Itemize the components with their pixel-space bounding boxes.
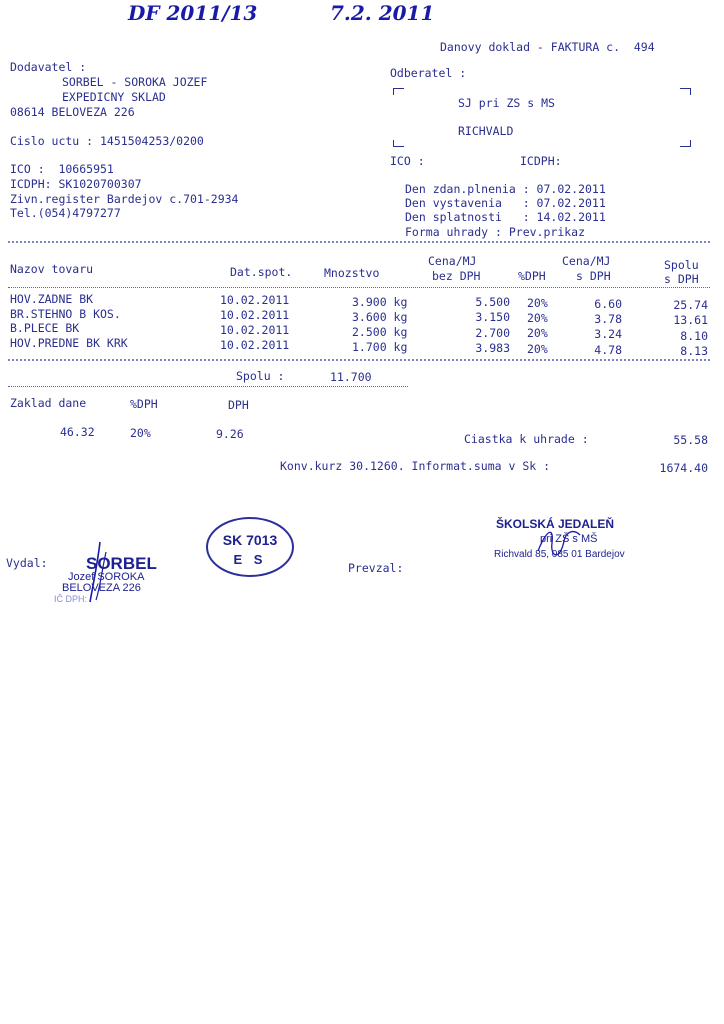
address-corner-br	[680, 140, 691, 147]
vat-amount-label: DPH	[228, 398, 249, 412]
col-header-vat: %DPH	[518, 269, 546, 283]
signature-mark	[86, 540, 116, 606]
row-qty: 3.900 kg	[352, 295, 408, 309]
supplier-icdph: ICDPH: SK1020700307	[10, 177, 142, 191]
row-price-vat: 3.78	[594, 312, 622, 326]
customer-icdph: ICDPH:	[520, 154, 562, 168]
received-by-label: Prevzal:	[348, 561, 404, 575]
col-header-date: Dat.spot.	[230, 265, 293, 279]
stamp-sorbel-name: SORBEL	[86, 554, 157, 573]
issued-by-label: Vydal:	[6, 556, 48, 570]
stamp-school-sub: pri ZŠ s MŠ	[540, 533, 598, 545]
col-header-price-vat-1: Cena/MJ	[562, 254, 611, 268]
divider	[8, 241, 710, 243]
customer-ico: ICO :	[390, 154, 425, 168]
supplier-account: Cislo uctu : 1451504253/0200	[10, 134, 204, 148]
row-price-vat: 6.60	[594, 297, 622, 311]
divider	[8, 386, 408, 387]
stamp-school-name: ŠKOLSKÁ JEDALEŇ	[496, 517, 615, 531]
address-corner-tl	[393, 88, 404, 95]
date-issued: Den vystavenia : 07.02.2011	[405, 196, 606, 210]
row-total: 13.61	[673, 313, 708, 327]
address-corner-tr	[680, 88, 691, 95]
supplier-heading: Dodavatel :	[10, 60, 87, 74]
row-name: HOV.PREDNE BK KRK	[10, 336, 128, 350]
amount-due-value: 55.58	[673, 433, 708, 447]
row-vat: 20%	[527, 342, 548, 356]
vat-base-label: Zaklad dane	[10, 396, 87, 410]
conversion-value: 1674.40	[659, 461, 708, 475]
row-total: 8.10	[680, 329, 708, 343]
col-header-price-vat-2: s DPH	[576, 269, 611, 283]
col-header-price-1: Cena/MJ	[428, 254, 477, 268]
stamp-sorbel-vat: IČ DPH:	[54, 594, 88, 604]
row-qty: 1.700 kg	[352, 340, 408, 354]
supplier-tel: Tel.(054)4797277	[10, 206, 121, 220]
supplier-address: 08614 BELOVEZA 226	[10, 105, 135, 119]
row-vat: 20%	[527, 311, 548, 325]
row-price-vat: 4.78	[594, 343, 622, 357]
row-name: BR.STEHNO B KOS.	[10, 307, 121, 321]
row-vat: 20%	[527, 326, 548, 340]
row-name: HOV.ZADNE BK	[10, 292, 94, 306]
customer-city: RICHVALD	[458, 124, 514, 138]
row-qty: 3.600 kg	[352, 310, 408, 324]
spolu-qty: 11.700	[330, 370, 372, 384]
signature-mark	[534, 521, 584, 567]
supplier-name: SORBEL - SOROKA JOZEF	[62, 75, 208, 89]
row-name: B.PLECE BK	[10, 321, 80, 335]
vat-base-value: 46.32	[60, 425, 95, 439]
spolu-label: Spolu :	[236, 369, 285, 383]
amount-due-label: Ciastka k uhrade :	[464, 432, 589, 446]
col-header-price-2: bez DPH	[432, 269, 481, 283]
stamp-sorbel-address: BELOVEZA 226	[62, 582, 141, 594]
divider	[8, 287, 710, 288]
row-price: 2.700	[475, 326, 510, 340]
oval-stamp	[206, 517, 294, 577]
customer-heading: Odberatel :	[390, 66, 467, 80]
row-date: 10.02.2011	[220, 338, 290, 352]
row-price: 5.500	[475, 295, 510, 309]
row-price-vat: 3.24	[594, 327, 622, 341]
conversion-label: Konv.kurz 30.1260. Informat.suma v Sk :	[280, 459, 551, 473]
row-price: 3.983	[475, 341, 510, 355]
date-due: Den splatnosti : 14.02.2011	[405, 210, 606, 224]
row-total: 25.74	[673, 298, 708, 312]
payment-method: Forma uhrady : Prev.prikaz	[405, 225, 586, 239]
handwritten-doc-ref: DF 2011/13	[128, 1, 258, 25]
col-header-total-1: Spolu	[664, 258, 699, 272]
row-date: 10.02.2011	[220, 293, 290, 307]
col-header-total-2: s DPH	[664, 272, 699, 286]
supplier-ico: ICO : 10665951	[10, 162, 114, 176]
invoice-title: Danovy doklad - FAKTURA c. 494	[440, 40, 655, 54]
supplier-sub: EXPEDICNY SKLAD	[62, 90, 166, 104]
stamp-school-address: Richvald 85, 085 01 Bardejov	[494, 549, 625, 560]
col-header-name: Nazov tovaru	[10, 262, 94, 276]
divider	[8, 359, 710, 361]
vat-amount-value: 9.26	[216, 427, 244, 441]
vat-pct-value: 20%	[130, 426, 151, 440]
handwritten-date: 7.2. 2011	[330, 1, 435, 25]
supplier-register: Zivn.register Bardejov c.701-2934	[10, 192, 239, 206]
date-taxable: Den zdan.plnenia : 07.02.2011	[405, 182, 606, 196]
oval-stamp-top: SK 7013	[222, 532, 278, 548]
row-total: 8.13	[680, 344, 708, 358]
row-date: 10.02.2011	[220, 308, 290, 322]
customer-name: SJ pri ZS s MS	[458, 96, 555, 110]
row-vat: 20%	[527, 296, 548, 310]
address-corner-bl	[393, 140, 404, 147]
oval-stamp-bottom: E S	[233, 552, 267, 567]
row-price: 3.150	[475, 310, 510, 324]
row-qty: 2.500 kg	[352, 325, 408, 339]
row-date: 10.02.2011	[220, 323, 290, 337]
stamp-sorbel-owner: Jozef SOROKA	[68, 571, 145, 583]
col-header-qty: Mnozstvo	[324, 266, 380, 280]
vat-pct-label: %DPH	[130, 397, 158, 411]
